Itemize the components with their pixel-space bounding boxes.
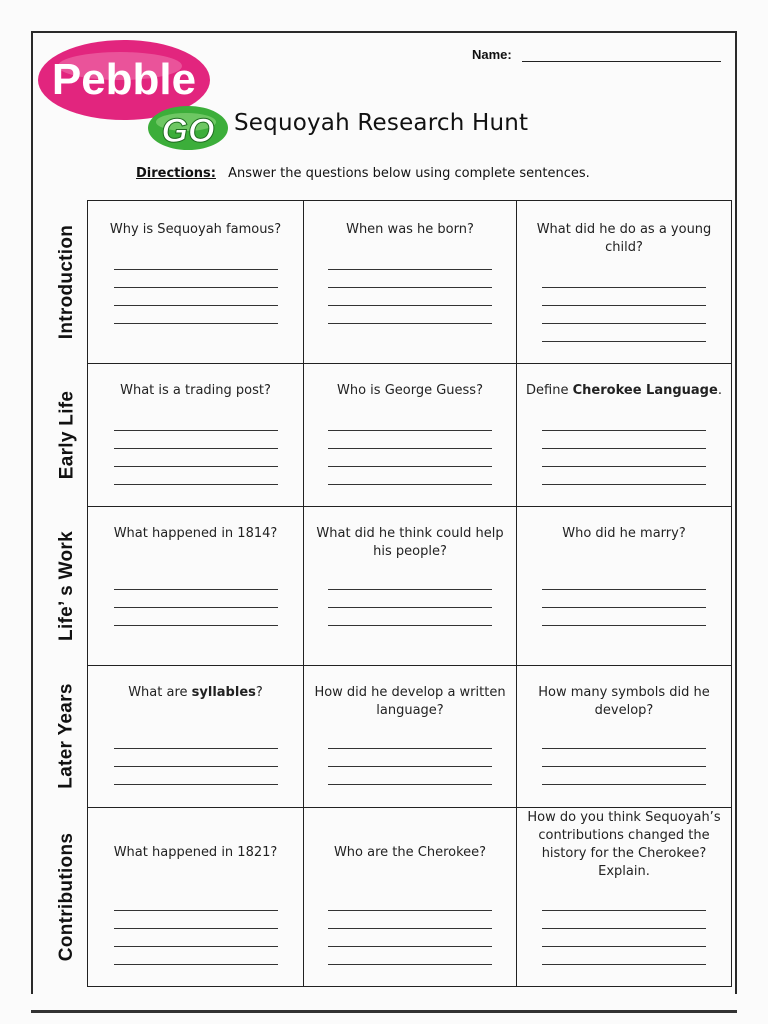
page-title: Sequoyah Research Hunt — [234, 110, 529, 136]
answer-lines[interactable] — [88, 910, 303, 982]
answer-lines[interactable] — [304, 910, 516, 982]
directions — [136, 166, 590, 181]
answer-lines[interactable] — [517, 287, 731, 359]
section-label-text: Later Years — [56, 683, 78, 789]
question-cell — [88, 364, 304, 507]
section-label-early-life — [48, 363, 86, 506]
section-label-introduction — [48, 200, 86, 363]
question-text: What happened in 1814? — [113, 526, 278, 541]
pebble-go-logo — [38, 36, 228, 152]
pebble-go-logo-graphic — [38, 36, 228, 152]
question-text: What did he think could help his people? — [316, 526, 504, 559]
answer-lines[interactable] — [304, 589, 516, 643]
question-cell — [304, 364, 517, 507]
answer-lines[interactable] — [517, 910, 731, 982]
question-cell — [304, 201, 517, 364]
question-text: Who are the Cherokee? — [333, 845, 487, 860]
question-cell — [517, 364, 731, 507]
question-text: How did he develop a written language? — [314, 685, 506, 718]
question-text: Define Cherokee Language. — [526, 383, 722, 398]
section-label-later-years — [48, 665, 86, 807]
bottom-rule — [31, 1010, 737, 1013]
question-text: What is a trading post? — [120, 383, 271, 398]
question-text: How many symbols did he develop? — [538, 685, 710, 718]
question-cell — [88, 808, 304, 986]
answer-lines[interactable] — [88, 589, 303, 643]
question-text: How do you think Sequoyah’s contributions changed the history for the Cherokee? Explain. — [527, 810, 721, 879]
answer-lines[interactable] — [88, 748, 303, 802]
answer-lines[interactable] — [88, 430, 303, 502]
question-text: Who is George Guess? — [337, 383, 483, 398]
question-text: What happened in 1821? — [113, 845, 278, 860]
answer-lines[interactable] — [517, 589, 731, 643]
question-text: When was he born? — [346, 222, 474, 237]
section-label-lifes-work — [48, 506, 86, 665]
question-text: Why is Sequoyah famous? — [109, 222, 282, 237]
answer-lines[interactable] — [304, 748, 516, 802]
question-cell — [304, 808, 517, 986]
section-label-contributions — [48, 807, 86, 987]
section-label-text: Introduction — [56, 224, 78, 339]
section-label-text: Contributions — [56, 832, 77, 962]
answer-lines[interactable] — [304, 430, 516, 502]
logo-pebble-text: Pebble — [51, 55, 197, 104]
answer-lines[interactable] — [517, 748, 731, 802]
directions-label: Directions: — [136, 166, 216, 181]
section-label-text: Life’ s Work — [56, 530, 78, 641]
question-cell — [517, 808, 731, 986]
question-cell — [304, 666, 517, 808]
name-field-line[interactable] — [522, 61, 721, 62]
question-text: What did he do as a young child? — [536, 222, 712, 255]
logo-go-text: GO — [161, 112, 215, 150]
answer-lines[interactable] — [88, 269, 303, 341]
section-label-text: Early Life — [56, 390, 78, 479]
directions-text: Answer the questions below using complete sentences. — [228, 166, 590, 181]
question-text: What are syllables? — [128, 685, 263, 700]
question-cell — [88, 201, 304, 364]
question-cell — [88, 507, 304, 666]
question-text: Who did he marry? — [562, 526, 686, 541]
question-cell — [88, 666, 304, 808]
question-cell — [304, 507, 517, 666]
question-cell — [517, 666, 731, 808]
answer-lines[interactable] — [517, 430, 731, 502]
question-cell — [517, 201, 731, 364]
question-cell — [517, 507, 731, 666]
name-label: Name: — [472, 47, 512, 62]
answer-lines[interactable] — [304, 269, 516, 341]
question-grid — [87, 200, 732, 987]
